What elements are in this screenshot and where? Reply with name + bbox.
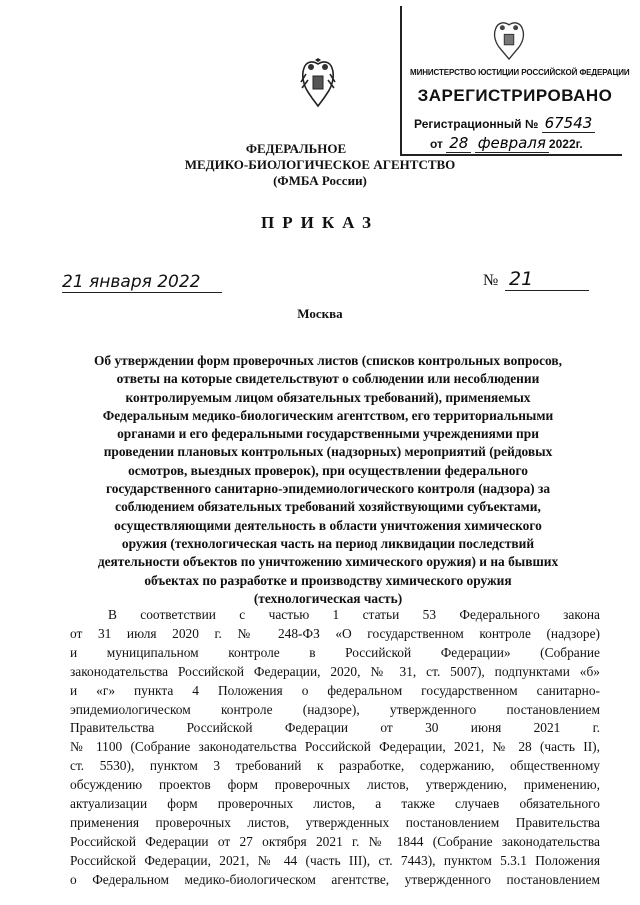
body-line: ст. 5530), пунктом 3 требований к разработке, содержанию, общественному <box>70 758 600 774</box>
stamp-reg-label: Регистрационный № <box>414 117 539 131</box>
registration-stamp <box>400 6 630 156</box>
agency-name-line3: (ФМБА России) <box>273 173 367 188</box>
subject-line: проведении плановых контрольных (надзорных) мероприятий (рейдовых <box>103 444 553 460</box>
body-line: и «г» пункта 4 Положения о федеральном государственном санитарно- <box>70 682 600 698</box>
subject-line: органами и его федеральными государственными учреждениями при <box>117 426 539 442</box>
body-line: применения проверочных листов, утвержденных постановлением Правительства <box>70 814 600 830</box>
subject-line: Об утверждении форм проверочных листов (списков контрольных вопросов, <box>93 353 563 368</box>
subject-line: государственного санитарно-эпидемиологического контроля (надзора) за <box>105 481 551 497</box>
subject-line: контролируемым лицом обязательных требований), применяемых <box>125 389 531 405</box>
subject-line: осмотров, выездных проверок), при осуществлении федерального <box>128 462 528 478</box>
stamp-ministry: МИНИСТЕРСТВО ЮСТИЦИИ РОССИЙСКОЙ ФЕДЕРАЦИИ <box>410 68 630 77</box>
stamp-date-day: 28 <box>446 134 471 153</box>
body-line: В соответствии с частью 1 статьи 53 Федерального закона <box>108 607 600 622</box>
agency-name-line1: ФЕДЕРАЛЬНОЕ <box>245 141 347 156</box>
stamp-date-prefix: от <box>430 137 443 151</box>
subject-line: Федеральным медико-биологическим агентством, его территориальными <box>102 407 554 423</box>
subject-line: оружия (технологическая часть на период ликвидации последствий <box>121 535 535 551</box>
stamp-registered: ЗАРЕГИСТРИРОВАНО <box>417 86 613 105</box>
order-number-label: № <box>483 272 499 289</box>
body-line: Российской Федерации, 2021, № 44 (часть III), ст. 7443), пунктом 5.3.1 Положения <box>70 852 600 868</box>
body-line: законодательства Российской Федерации, 2020, № 31, ст. 5007), подпунктами «б» <box>70 663 600 679</box>
order-body <box>70 606 600 890</box>
subject-line: ответы на которые свидетельствуют о соблюдении или несоблюдении <box>116 371 540 387</box>
order-number: 21 <box>505 268 589 291</box>
coat-of-arms-icon <box>298 58 338 110</box>
subject-line: объектах по разработке и производству химического оружия <box>144 572 512 588</box>
stamp-date-line <box>430 134 583 152</box>
subject-line: деятельности объектов по уничтожению химического оружия) и на бывших <box>97 554 559 570</box>
body-line: обсуждению проектов форм проверочных листов, утверждению, применению, <box>70 777 600 793</box>
stamp-reg-number: 67543 <box>542 114 596 133</box>
stamp-date-month: февраля <box>475 134 549 153</box>
agency-name-line2: МЕДИКО-БИОЛОГИЧЕСКОЕ АГЕНТСТВО <box>184 157 456 172</box>
body-line: о Федеральном медико-биологическом агентстве, утвержденного постановлением <box>70 871 600 887</box>
order-subject <box>68 352 588 608</box>
city: Москва <box>297 306 343 321</box>
body-line: эпидемиологическом контроле (надзоре), утвержденного постановлением <box>70 701 600 717</box>
subject-line: (технологическая часть) <box>253 590 403 606</box>
subject-line: соблюдением обязательных требований хозяйствующими субъектами, <box>115 499 541 515</box>
document-title: ПРИКАЗ <box>261 213 379 232</box>
stamp-date-year: 2022г. <box>548 137 583 151</box>
subject-line: осуществляющими деятельность в области уничтожения химического <box>114 517 542 533</box>
body-line: актуализации форм проверочных листов, а также случаев обязательного <box>70 796 600 812</box>
stamp-coat-of-arms-icon <box>490 20 528 62</box>
order-date: 21 января 2022 <box>62 272 222 293</box>
body-line: № 1100 (Собрание законодательства Российской Федерации, 2021, № 28 (часть II), <box>70 739 600 755</box>
body-line: и муниципальном контроле в Российской Федерации» (Собрание <box>70 644 600 660</box>
stamp-reg-number-line <box>414 114 595 132</box>
body-line: Российской Федерации от 27 октября 2021 г. № 1844 (Собрание законодательства <box>70 833 600 849</box>
body-line: Правительства Российской Федерации от 30 июня 2021 г. <box>70 720 600 736</box>
body-line: от 31 июля 2020 г. № 248-ФЗ «О государственном контроле (надзоре) <box>70 625 600 641</box>
